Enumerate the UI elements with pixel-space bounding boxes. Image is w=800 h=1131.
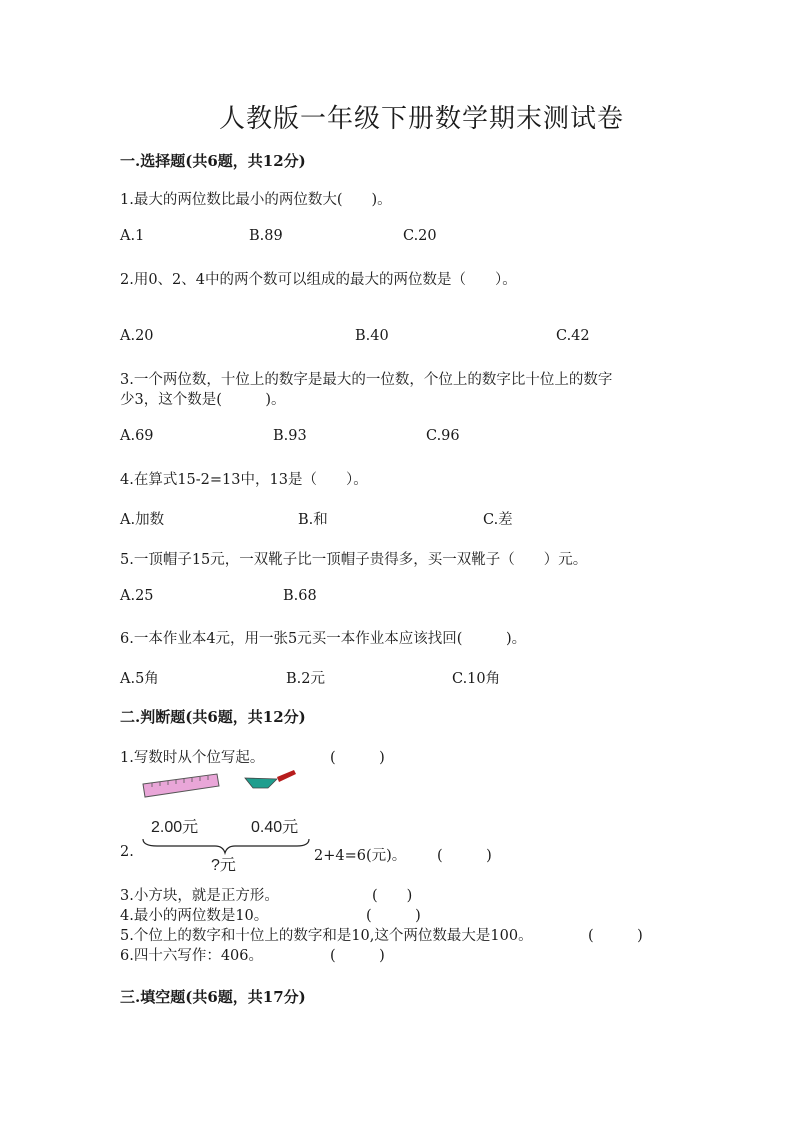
section-judge-heading: 二.判断题(共6题，共12分) (120, 708, 306, 726)
choice-q5-option-a: A.25 (120, 588, 154, 604)
choice-q3-option-c: C.96 (426, 428, 460, 444)
choice-q1-option-c: C.20 (403, 228, 437, 244)
choice-q4-option-b: B.和 (298, 512, 328, 528)
choice-q4-option-a: A.加数 (120, 512, 165, 528)
judge-q5: 5.个位上的数字和十位上的数字和是10,这个两位数最大是100。 (120, 928, 533, 944)
choice-q6-option-c: C.10角 (452, 671, 501, 687)
choice-q1: 1.最大的两位数比最小的两位数大( )。 (120, 192, 392, 208)
judge-q3-bracket: ( ) (372, 888, 413, 904)
price-figure (137, 766, 315, 876)
price-figure-svg (137, 766, 315, 876)
choice-q2-option-c: C.42 (556, 328, 590, 344)
judge-q1: 1.写数时从个位写起。 (120, 750, 265, 766)
judge-q1-bracket: ( ) (330, 750, 385, 766)
judge-q4-bracket: ( ) (366, 908, 421, 924)
judge-q2-bracket: ( ) (437, 848, 492, 864)
section-fill-heading: 三.填空题(共6题，共17分) (120, 988, 306, 1006)
judge-q2-number: 2. (120, 844, 134, 860)
choice-q3-option-a: A.69 (120, 428, 154, 444)
choice-q2: 2.用0、2、4中的两个数可以组成的最大的两位数是（ ）。 (120, 272, 517, 288)
choice-q2-option-b: B.40 (355, 328, 389, 344)
choice-q3-option-b: B.93 (273, 428, 307, 444)
sum-brace (143, 839, 309, 853)
choice-q3-line1: 3.一个两位数，十位上的数字是最大的一位数，个位上的数字比十位上的数字 (120, 372, 613, 388)
choice-q3-line2: 少3，这个数是( )。 (120, 392, 286, 408)
choice-q6: 6.一本作业本4元，用一张5元买一本作业本应该找回( )。 (120, 631, 527, 647)
judge-q6-bracket: ( ) (330, 948, 385, 964)
choice-q1-option-a: A.1 (120, 228, 145, 244)
judge-q2-formula: 2+4=6(元)。 (314, 848, 407, 864)
choice-q2-option-a: A.20 (120, 328, 154, 344)
judge-q5-bracket: ( ) (588, 928, 643, 944)
choice-q4: 4.在算式15-2=13中，13是（ ）。 (120, 472, 368, 488)
choice-q6-option-b: B.2元 (286, 671, 325, 687)
judge-q3: 3.小方块，就是正方形。 (120, 888, 279, 904)
judge-q6: 6.四十六写作：406。 (120, 948, 264, 964)
knife-icon (245, 770, 296, 788)
price-label-knife: 0.40元 (251, 819, 299, 836)
price-label-ruler: 2.00元 (151, 819, 199, 836)
section-choice-heading: 一.选择题(共6题，共12分) (120, 152, 306, 170)
page-title: 人教版一年级下册数学期末测试卷 (219, 104, 625, 134)
total-label: ?元 (211, 857, 236, 874)
choice-q4-option-c: C.差 (483, 512, 513, 528)
judge-q4: 4.最小的两位数是10。 (120, 908, 269, 924)
choice-q6-option-a: A.5角 (120, 671, 159, 687)
ruler-icon (143, 774, 219, 797)
choice-q5-option-b: B.68 (283, 588, 317, 604)
choice-q1-option-b: B.89 (249, 228, 283, 244)
choice-q5: 5.一顶帽子15元，一双靴子比一顶帽子贵得多，买一双靴子（ ）元。 (120, 552, 588, 568)
